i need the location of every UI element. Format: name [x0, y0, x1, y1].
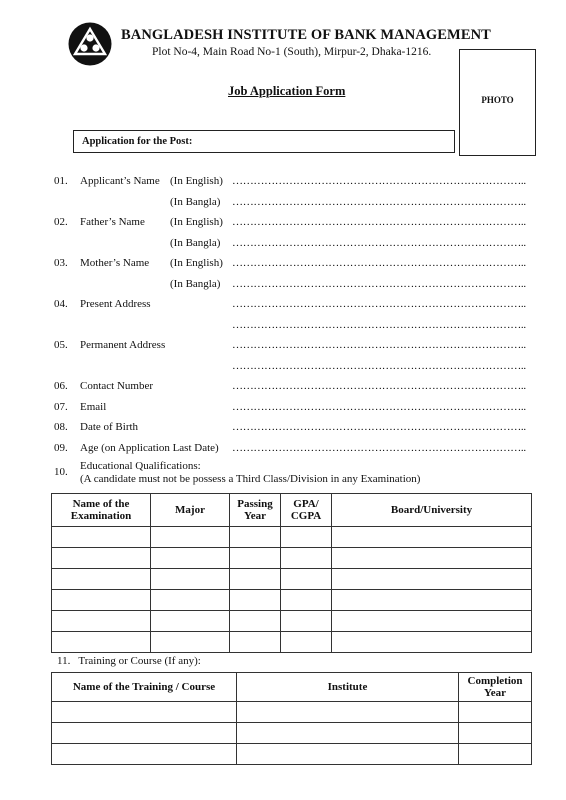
table-row: [52, 744, 532, 765]
col-name-of-examination: Name of the Examination: [52, 494, 151, 527]
table-cell[interactable]: [151, 569, 230, 590]
table-row: [52, 723, 532, 744]
table-row: [52, 569, 532, 590]
age-field[interactable]: ………………………………………………………………………..: [232, 442, 526, 454]
table-cell[interactable]: [332, 611, 532, 632]
table-cell[interactable]: [52, 723, 237, 744]
educational-qualifications-label: Educational Qualifications:: [80, 460, 201, 472]
table-row: [52, 611, 532, 632]
field-number: 01.: [54, 175, 68, 187]
contact-number-label: Contact Number: [80, 380, 154, 392]
table-cell[interactable]: [281, 527, 332, 548]
permanent-address-field-line2[interactable]: ………………………………………………………………………..: [232, 360, 526, 372]
bibm-logo: [68, 22, 112, 66]
table-cell[interactable]: [332, 527, 532, 548]
table-cell[interactable]: [332, 569, 532, 590]
table-cell[interactable]: [332, 590, 532, 611]
post-field[interactable]: [73, 130, 455, 153]
present-address-field-line2[interactable]: ………………………………………………………………………..: [232, 319, 526, 331]
training-table: [51, 672, 532, 765]
col-name-of-training: Name of the Training / Course: [52, 673, 237, 702]
applicant-name-bangla-field[interactable]: ………………………………………………………………………..: [232, 196, 526, 208]
present-address-label: Present Address: [80, 298, 151, 310]
table-cell[interactable]: [230, 548, 281, 569]
date-of-birth-field[interactable]: ………………………………………………………………………..: [232, 421, 526, 433]
form-title: Job Application Form: [228, 84, 346, 98]
in-bangla-label: (In Bangla): [170, 278, 221, 290]
table-cell[interactable]: [237, 723, 459, 744]
mother-name-bangla-field[interactable]: ………………………………………………………………………..: [232, 278, 526, 290]
present-address-field[interactable]: ………………………………………………………………………..: [232, 298, 526, 310]
table-cell[interactable]: [230, 611, 281, 632]
org-name: BANGLADESH INSTITUTE OF BANK MANAGEMENT: [121, 27, 491, 43]
educational-qualifications-note: (A candidate must not be possess a Third Class/Division in any Examination): [80, 473, 421, 485]
table-cell[interactable]: [281, 569, 332, 590]
field-number: 02.: [54, 216, 68, 228]
field-number: 05.: [54, 339, 68, 351]
field-number: 06.: [54, 380, 68, 392]
col-institute: Institute: [237, 673, 459, 702]
table-cell[interactable]: [459, 744, 532, 765]
contact-number-field[interactable]: ………………………………………………………………………..: [232, 380, 526, 392]
table-cell[interactable]: [230, 569, 281, 590]
in-bangla-label: (In Bangla): [170, 237, 221, 249]
field-number: 04.: [54, 298, 68, 310]
father-name-english-field[interactable]: ………………………………………………………………………..: [232, 216, 526, 228]
table-cell[interactable]: [230, 590, 281, 611]
col-passing-year: Passing Year: [230, 494, 281, 527]
email-label: Email: [80, 401, 107, 413]
applicant-name-english-field[interactable]: ………………………………………………………………………..: [232, 175, 526, 187]
col-major: Major: [151, 494, 230, 527]
table-cell[interactable]: [52, 702, 237, 723]
table-row: [52, 527, 532, 548]
field-number: 08.: [54, 421, 68, 433]
table-cell[interactable]: [52, 527, 151, 548]
table-cell[interactable]: [230, 527, 281, 548]
table-cell[interactable]: [230, 632, 281, 653]
col-completion-year: Completion Year: [459, 673, 532, 702]
table-cell[interactable]: [151, 632, 230, 653]
email-field[interactable]: ………………………………………………………………………..: [232, 401, 526, 413]
mother-name-label: Mother’s Name: [80, 257, 150, 269]
training-label: 11. Training or Course (If any):: [57, 655, 201, 667]
photo-box: [459, 49, 536, 156]
table-cell[interactable]: [151, 590, 230, 611]
col-gpa-cgpa: GPA/ CGPA: [281, 494, 332, 527]
table-cell[interactable]: [52, 548, 151, 569]
table-cell[interactable]: [459, 723, 532, 744]
training-table-header: [52, 673, 532, 702]
table-row: [52, 632, 532, 653]
in-english-label: (In English): [170, 216, 223, 228]
date-of-birth-label: Date of Birth: [80, 421, 139, 433]
table-cell[interactable]: [52, 569, 151, 590]
photo-label: PHOTO: [481, 95, 514, 105]
post-label: Application for the Post:: [82, 136, 193, 147]
in-bangla-label: (In Bangla): [170, 196, 221, 208]
father-name-label: Father’s Name: [80, 216, 145, 228]
table-cell[interactable]: [237, 702, 459, 723]
table-cell[interactable]: [151, 611, 230, 632]
table-cell[interactable]: [281, 632, 332, 653]
table-row: [52, 590, 532, 611]
table-row: [52, 702, 532, 723]
table-cell[interactable]: [281, 611, 332, 632]
age-label: Age (on Application Last Date): [80, 442, 219, 454]
org-address: Plot No-4, Main Road No-1 (South), Mirpur-2, Dhaka-1216.: [152, 46, 432, 58]
table-cell[interactable]: [52, 632, 151, 653]
mother-name-english-field[interactable]: ………………………………………………………………………..: [232, 257, 526, 269]
table-cell[interactable]: [459, 702, 532, 723]
table-cell[interactable]: [332, 548, 532, 569]
education-table: [51, 493, 532, 653]
field-number: 03.: [54, 257, 68, 269]
in-english-label: (In English): [170, 175, 223, 187]
table-row: [52, 548, 532, 569]
table-cell[interactable]: [151, 527, 230, 548]
father-name-bangla-field[interactable]: ………………………………………………………………………..: [232, 237, 526, 249]
table-cell[interactable]: [332, 632, 532, 653]
field-number: 07.: [54, 401, 68, 413]
field-number: 09.: [54, 442, 68, 454]
table-cell[interactable]: [281, 548, 332, 569]
permanent-address-label: Permanent Address: [80, 339, 166, 351]
table-cell[interactable]: [52, 611, 151, 632]
table-cell[interactable]: [52, 590, 151, 611]
table-cell[interactable]: [151, 548, 230, 569]
field-number: 10.: [54, 466, 68, 478]
col-board-university: Board/University: [332, 494, 532, 527]
in-english-label: (In English): [170, 257, 223, 269]
table-cell[interactable]: [281, 590, 332, 611]
education-table-header: [52, 494, 532, 527]
applicant-name-label: Applicant’s Name: [80, 175, 160, 187]
table-cell[interactable]: [237, 744, 459, 765]
table-cell[interactable]: [52, 744, 237, 765]
permanent-address-field[interactable]: ………………………………………………………………………..: [232, 339, 526, 351]
